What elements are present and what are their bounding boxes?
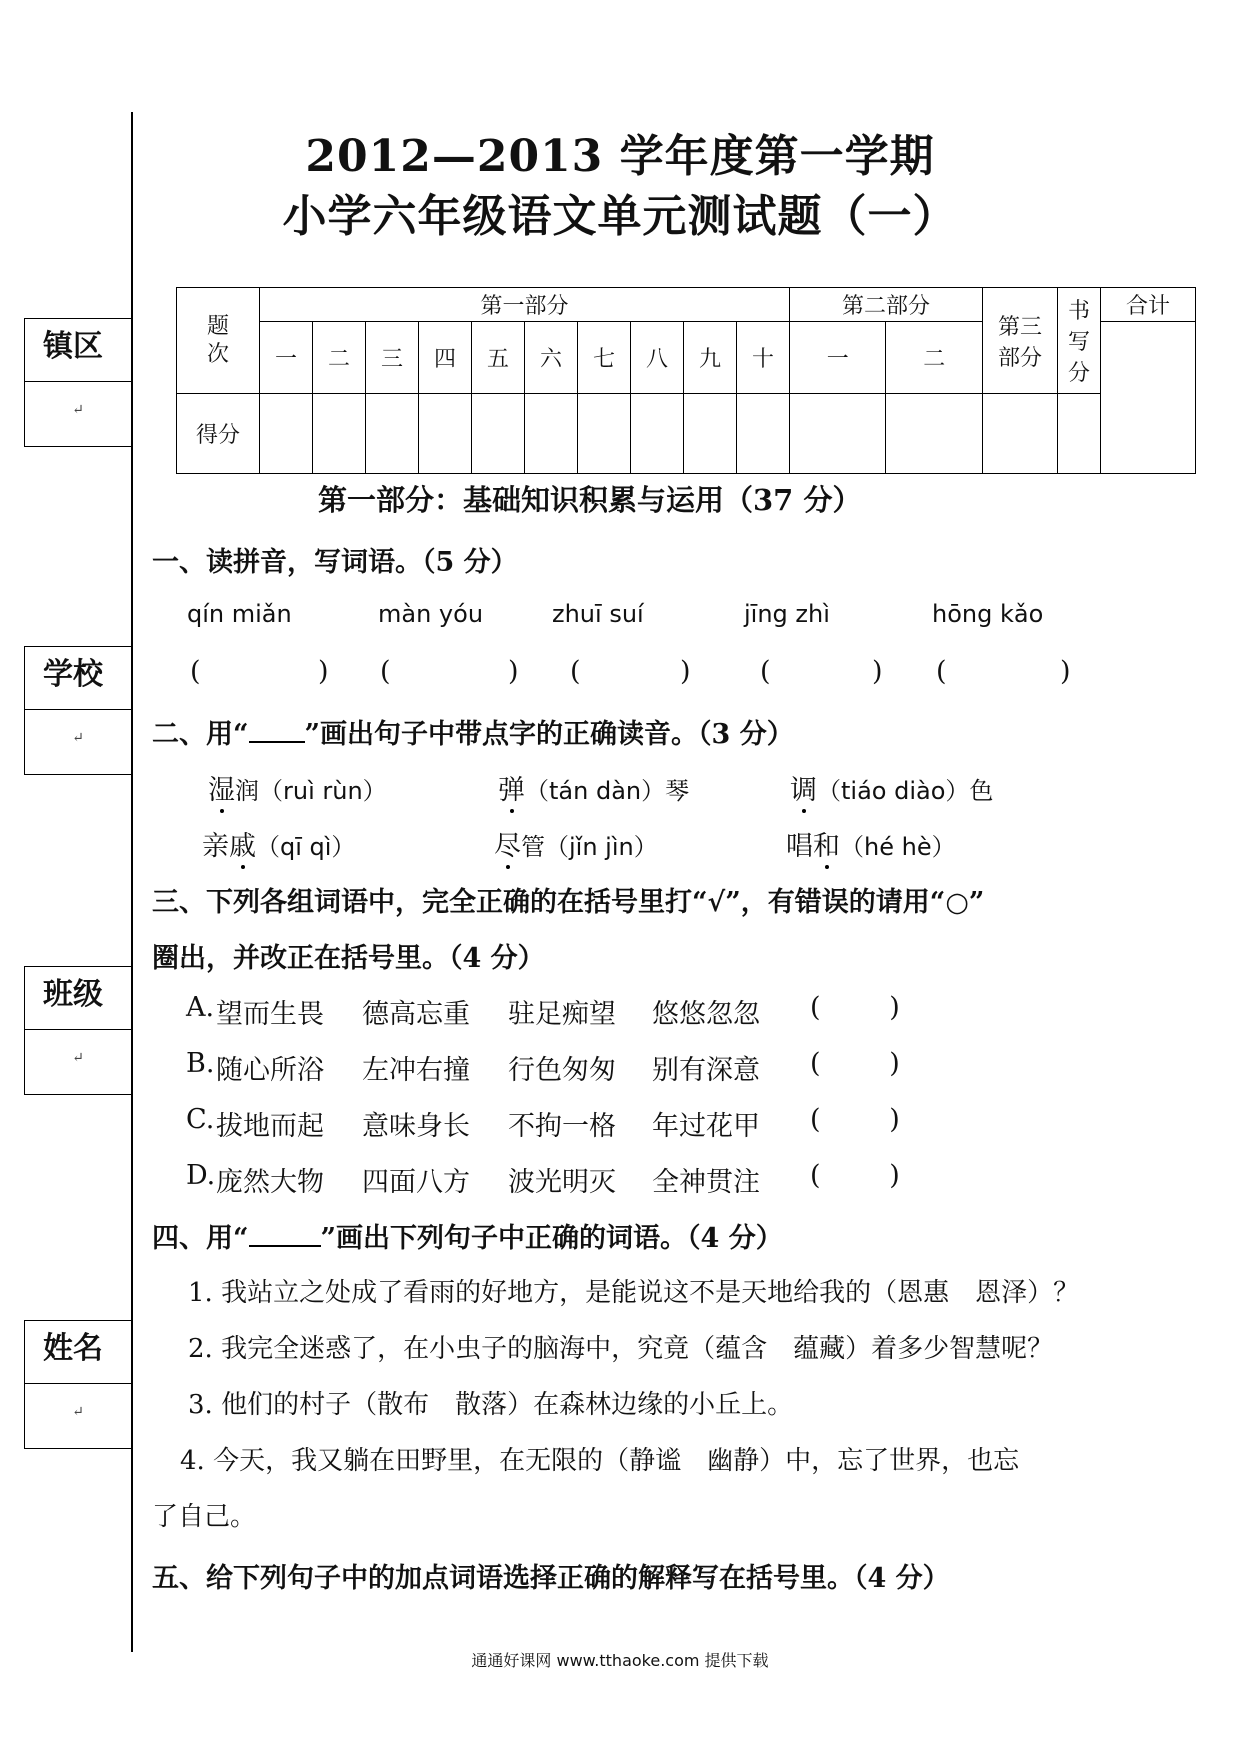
score-cell[interactable] bbox=[790, 394, 886, 474]
q4-heading bbox=[152, 1216, 783, 1255]
score-cell[interactable] bbox=[313, 394, 366, 474]
q3-answer-paren: ( ) bbox=[810, 992, 900, 1023]
answer-bracket-close: ) bbox=[1060, 656, 1071, 687]
part1-col: 四 bbox=[419, 322, 472, 394]
part3-header-cell bbox=[983, 288, 1058, 394]
answer-bracket-open: ( bbox=[190, 656, 201, 687]
q1-pinyin: zhuī suí bbox=[552, 600, 644, 628]
school-field[interactable]: ↵ bbox=[72, 730, 84, 746]
q1-pinyin: hōng kǎo bbox=[932, 600, 1044, 628]
q4-item: 4. 今天，我又躺在田野里，在无限的（静谧 幽静）中，忘了世界，也忘 bbox=[180, 1446, 1020, 1476]
part3-header: 第三部分 bbox=[997, 314, 1042, 371]
q3-row-letter: C. bbox=[186, 1104, 215, 1135]
q3-word: 波光明灭 bbox=[508, 1167, 616, 1198]
score-table bbox=[176, 287, 1196, 474]
writing-header: 书写分 bbox=[1067, 299, 1090, 386]
answer-bracket-open: ( bbox=[936, 656, 947, 687]
score-cell[interactable] bbox=[983, 394, 1058, 474]
q4-heading-post: ”画出下列句子中正确的词语。（4 分） bbox=[320, 1223, 783, 1254]
name-label: 姓名 bbox=[25, 1321, 131, 1384]
q2-item bbox=[208, 768, 387, 807]
row-header-cell bbox=[177, 288, 260, 394]
answer-bracket-close: ) bbox=[872, 656, 883, 687]
answer-bracket-close: ) bbox=[680, 656, 691, 687]
part2-header: 第二部分 bbox=[790, 288, 983, 322]
part1-col: 七 bbox=[578, 322, 631, 394]
q4-item-continuation: 了自己。 bbox=[152, 1502, 257, 1532]
total-header: 合计 bbox=[1101, 288, 1196, 322]
class-box bbox=[24, 966, 132, 1095]
answer-bracket-open: ( bbox=[570, 656, 581, 687]
section1-heading: 第一部分：基础知识积累与运用（37 分） bbox=[318, 483, 862, 517]
class-field[interactable]: ↵ bbox=[72, 1050, 84, 1066]
q3-answer-paren: ( ) bbox=[810, 1048, 900, 1079]
q4-item: 3. 他们的村子（散布 散落）在森林边缘的小丘上。 bbox=[188, 1390, 794, 1420]
part1-col: 五 bbox=[472, 322, 525, 394]
answer-bracket-open: ( bbox=[380, 656, 391, 687]
school-label: 学校 bbox=[25, 647, 131, 710]
score-cell[interactable] bbox=[684, 394, 737, 474]
q5-heading: 五、给下列句子中的加点词语选择正确的解释写在括号里。（4 分） bbox=[152, 1563, 950, 1594]
q2-heading bbox=[152, 712, 794, 751]
q3-word: 别有深意 bbox=[652, 1055, 760, 1086]
town-label: 镇区 bbox=[25, 319, 131, 382]
part1-col: 八 bbox=[631, 322, 684, 394]
q3-heading-line1: 三、下列各组词语中，完全正确的在括号里打“√”，有错误的请用“○” bbox=[152, 887, 985, 918]
score-cell[interactable] bbox=[419, 394, 472, 474]
class-label: 班级 bbox=[25, 967, 131, 1030]
q3-row-letter: B. bbox=[186, 1048, 215, 1079]
q2-item bbox=[498, 768, 689, 807]
q3-heading-line2: 圈出，并改正在括号里。（4 分） bbox=[152, 943, 545, 974]
q2-item-pre: 唱 bbox=[786, 831, 813, 862]
q3-word: 不拘一格 bbox=[508, 1111, 616, 1142]
exam-year-title: 2012—2013 学年度第一学期 bbox=[305, 131, 935, 182]
q1-pinyin: màn yóu bbox=[378, 600, 484, 628]
total-score-cell[interactable] bbox=[1101, 322, 1196, 474]
answer-bracket-close: ) bbox=[318, 656, 329, 687]
q3-answer-paren: ( ) bbox=[810, 1160, 900, 1191]
q2-item-text: 管（jǐn jìn） bbox=[521, 833, 658, 861]
q3-word: 四面八方 bbox=[362, 1167, 470, 1198]
q3-word: 驻足痴望 bbox=[508, 999, 616, 1030]
row-header: 题次 bbox=[206, 313, 229, 367]
part1-header: 第一部分 bbox=[260, 288, 790, 322]
q2-item bbox=[202, 824, 355, 863]
page-footer: 通通好课网 www.tthaoke.com 提供下载 bbox=[471, 1651, 769, 1670]
underline-sample bbox=[249, 721, 305, 743]
q3-row-letter: A. bbox=[186, 992, 215, 1023]
q4-heading-pre: 四、用“ bbox=[152, 1223, 249, 1254]
q3-word: 望而生畏 bbox=[216, 999, 324, 1030]
town-field[interactable]: ↵ bbox=[72, 402, 84, 418]
q3-row-letter: D. bbox=[186, 1160, 216, 1191]
underline-sample bbox=[249, 1225, 321, 1247]
q3-answer-paren: ( ) bbox=[810, 1104, 900, 1135]
part1-col: 一 bbox=[260, 322, 313, 394]
score-cell[interactable] bbox=[886, 394, 983, 474]
writing-header-cell bbox=[1058, 288, 1101, 394]
q3-word: 德高忘重 bbox=[362, 999, 470, 1030]
school-box bbox=[24, 646, 132, 775]
q2-item-text: （tán dàn）琴 bbox=[525, 777, 690, 805]
q3-word: 年过花甲 bbox=[652, 1111, 760, 1142]
q3-word: 拔地而起 bbox=[216, 1111, 324, 1142]
score-cell[interactable] bbox=[631, 394, 684, 474]
score-row-label: 得分 bbox=[177, 394, 260, 474]
part1-col: 六 bbox=[525, 322, 578, 394]
q1-pinyin: jīng zhì bbox=[744, 600, 830, 628]
q1-heading: 一、读拼音，写词语。（5 分） bbox=[152, 547, 518, 578]
q3-word: 全神贯注 bbox=[652, 1167, 760, 1198]
q2-heading-pre: 二、用“ bbox=[152, 719, 249, 750]
dotted-char: 湿 bbox=[208, 768, 235, 807]
dotted-char: 和 bbox=[813, 824, 840, 863]
name-box bbox=[24, 1320, 132, 1449]
score-cell[interactable] bbox=[260, 394, 313, 474]
q1-pinyin: qín miǎn bbox=[187, 600, 292, 628]
q2-heading-post: ”画出句子中带点字的正确读音。（3 分） bbox=[304, 719, 794, 750]
part2-col: 一 bbox=[790, 322, 886, 394]
dotted-char: 戚 bbox=[229, 824, 256, 863]
q3-word: 意味身长 bbox=[362, 1111, 470, 1142]
dotted-char: 弹 bbox=[498, 768, 525, 807]
q3-word: 悠悠忽忽 bbox=[652, 999, 760, 1030]
score-cell[interactable] bbox=[737, 394, 790, 474]
q2-item bbox=[494, 824, 658, 863]
score-cell[interactable] bbox=[1058, 394, 1101, 474]
q3-word: 行色匆匆 bbox=[508, 1055, 616, 1086]
part1-col: 九 bbox=[684, 322, 737, 394]
q3-word: 左冲右撞 bbox=[362, 1055, 470, 1086]
q2-item-pre: 亲 bbox=[202, 831, 229, 862]
q2-item-text: 润（ruì rùn） bbox=[235, 777, 387, 805]
q3-word: 随心所浴 bbox=[216, 1055, 324, 1086]
q3-word: 庞然大物 bbox=[216, 1167, 324, 1198]
score-cell[interactable] bbox=[525, 394, 578, 474]
q2-item-text: （qī qì） bbox=[256, 833, 356, 861]
answer-bracket-open: ( bbox=[760, 656, 771, 687]
part2-col: 二 bbox=[886, 322, 983, 394]
answer-bracket-close: ) bbox=[508, 656, 519, 687]
dotted-char: 尽 bbox=[494, 824, 521, 863]
score-cell[interactable] bbox=[472, 394, 525, 474]
q2-item-text: （tiáo diào）色 bbox=[817, 777, 994, 805]
score-cell[interactable] bbox=[366, 394, 419, 474]
town-box bbox=[24, 318, 132, 447]
q2-item bbox=[786, 824, 956, 863]
q4-item: 2. 我完全迷惑了，在小虫子的脑海中，究竟（蕴含 蕴藏）着多少智慧呢？ bbox=[188, 1334, 1054, 1364]
score-cell[interactable] bbox=[578, 394, 631, 474]
exam-title: 小学六年级语文单元测试题（一） bbox=[282, 191, 958, 242]
q2-item bbox=[790, 768, 993, 807]
name-field[interactable]: ↵ bbox=[72, 1404, 84, 1420]
part1-col: 二 bbox=[313, 322, 366, 394]
q2-item-text: （hé hè） bbox=[840, 833, 956, 861]
q4-item: 1. 我站立之处成了看雨的好地方，是能说这不是天地给我的（恩惠 恩泽）？ bbox=[188, 1278, 1080, 1308]
dotted-char: 调 bbox=[790, 768, 817, 807]
part1-col: 十 bbox=[737, 322, 790, 394]
part1-col: 三 bbox=[366, 322, 419, 394]
